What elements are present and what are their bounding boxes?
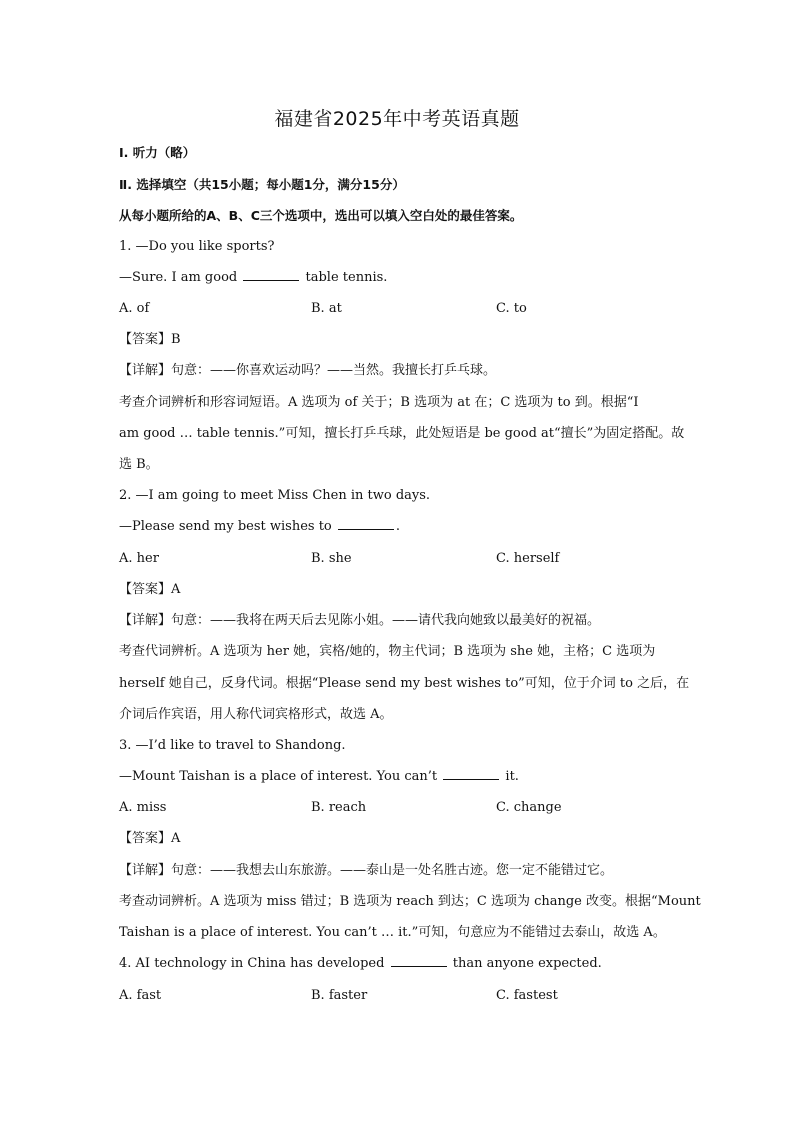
document-title: 福建省2025年中考英语真题 bbox=[274, 108, 520, 130]
question-1-stem: 1. —Do you like sports? bbox=[119, 239, 275, 254]
question-1-option-a: A. of bbox=[119, 301, 150, 316]
question-3-answer: 【答案】A bbox=[119, 831, 181, 846]
question-3-response bbox=[119, 768, 679, 786]
question-1-explain-line-2: am good … table tennis.”可知，擅长打乒乓球，此处短语是 be good at“擅长”为固定搭配。故 bbox=[119, 426, 685, 441]
question-4-option-a: A. fast bbox=[119, 988, 162, 1003]
question-3-response-post: it. bbox=[505, 769, 519, 784]
answer-blank bbox=[391, 955, 447, 967]
question-2-response-pre: —Please send my best wishes to bbox=[119, 519, 332, 534]
question-2-explain-line-2: herself 她自己，反身代词。根据“Please send my best wishes to”可知，位于介词 to 之后，在 bbox=[119, 676, 690, 691]
question-3-option-a: A. miss bbox=[119, 800, 167, 815]
question-1-response bbox=[119, 269, 679, 287]
question-4-stem-post: than anyone expected. bbox=[452, 956, 602, 971]
question-3-response-pre: —Mount Taishan is a place of interest. You can’t bbox=[119, 769, 438, 784]
question-3-stem: 3. —I’d like to travel to Shandong. bbox=[119, 738, 346, 753]
question-2-response-post: . bbox=[395, 519, 401, 534]
question-3-detail: 【详解】句意：——我想去山东旅游。——泰山是一处名胜古迹。您一定不能错过它。 bbox=[119, 863, 614, 878]
question-1-option-c: C. to bbox=[496, 301, 527, 316]
question-3-explain-line-1: 考查动词辨析。A 选项为 miss 错过；B 选项为 reach 到达；C 选项为 change 改变。根据“Mount bbox=[119, 894, 701, 909]
question-3-option-b: B. reach bbox=[311, 800, 367, 815]
question-2-explain-line-3: 介词后作宾语，用人称代词宾格形式，故选 A。 bbox=[119, 707, 393, 722]
question-3-option-c: C. change bbox=[496, 800, 562, 815]
question-4-option-c: C. fastest bbox=[496, 988, 558, 1003]
section-listening: Ⅰ. 听力（略） bbox=[119, 145, 196, 160]
instruction: 从每小题所给的A、B、C三个选项中，选出可以填入空白处的最佳答案。 bbox=[119, 208, 523, 223]
answer-blank bbox=[338, 518, 394, 530]
question-1-response-post: table tennis. bbox=[305, 270, 388, 285]
question-1-explain-line-1: 考查介词辨析和形容词短语。A 选项为 of 关于；B 选项为 at 在；C 选项为 to 到。根据“I bbox=[119, 395, 639, 410]
answer-blank bbox=[243, 269, 299, 281]
section-multiple-choice: Ⅱ. 选择填空（共15小题；每小题1分，满分15分） bbox=[119, 177, 405, 192]
question-2-option-c: C. herself bbox=[496, 551, 560, 566]
question-3-explain-line-2: Taishan is a place of interest. You can’t … it.”可知，句意应为不能错过去泰山，故选 A。 bbox=[119, 925, 666, 940]
question-1-detail: 【详解】句意：——你喜欢运动吗？——当然。我擅长打乒乓球。 bbox=[119, 363, 497, 378]
question-4-stem bbox=[119, 955, 679, 973]
question-1-explain-line-3: 选 B。 bbox=[119, 457, 159, 472]
question-2-option-b: B. she bbox=[311, 551, 352, 566]
question-1-answer: 【答案】B bbox=[119, 332, 181, 347]
question-2-explain-line-1: 考查代词辨析。A 选项为 her 她，宾格/她的，物主代词；B 选项为 she 她，主格；C 选项为 bbox=[119, 644, 656, 659]
question-1-option-b: B. at bbox=[311, 301, 342, 316]
question-4-option-b: B. faster bbox=[311, 988, 368, 1003]
question-2-response bbox=[119, 518, 679, 536]
question-2-answer: 【答案】A bbox=[119, 582, 181, 597]
question-2-detail: 【详解】句意：——我将在两天后去见陈小姐。——请代我向她致以最美好的祝福。 bbox=[119, 613, 601, 628]
question-2-stem: 2. —I am going to meet Miss Chen in two days. bbox=[119, 488, 431, 503]
answer-blank bbox=[443, 768, 499, 780]
question-4-stem-pre: 4. AI technology in China has developed bbox=[119, 956, 385, 971]
question-2-option-a: A. her bbox=[119, 551, 159, 566]
question-1-response-pre: —Sure. I am good bbox=[119, 270, 238, 285]
